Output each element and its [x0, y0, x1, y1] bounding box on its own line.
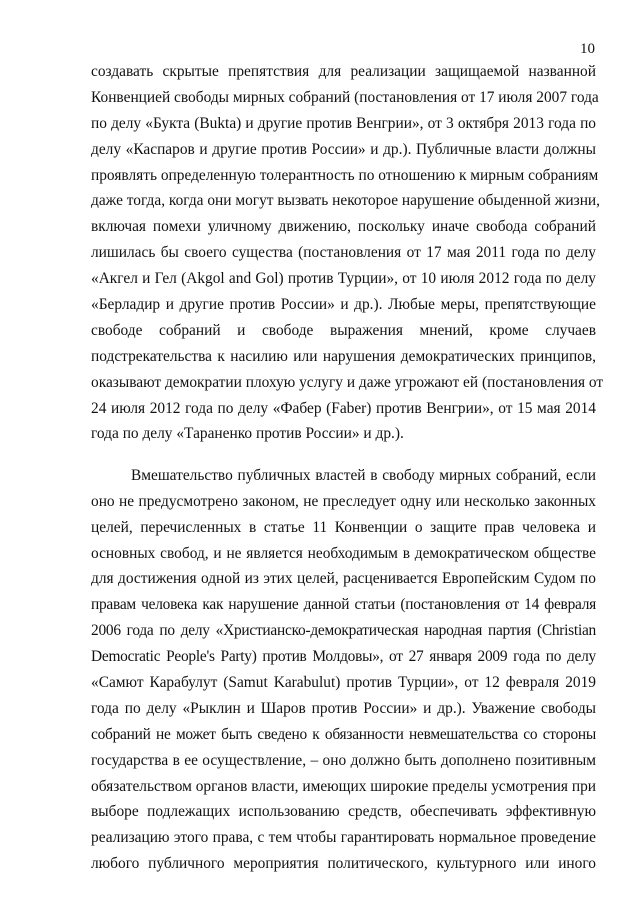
paragraph-2-line: правам человека как нарушение данной статьи (постановления от 14 февраля	[91, 596, 596, 614]
paragraph-2-line: оно не предусмотрено законом, не преследует одну или несколько законных	[91, 492, 596, 510]
paragraph-2-line: собраний не может быть сведено к обязанности невмешательства со стороны	[91, 725, 596, 743]
paragraph-1-line: подстрекательства к насилию или нарушения демократических принципов,	[91, 347, 596, 365]
paragraph-1-line: 24 июля 2012 года по делу «Фабер (Faber) против Венгрии», от 15 мая 2014	[91, 399, 596, 417]
paragraph-1-line: оказывают демократии плохую услугу и даже угрожают ей (постановления от	[91, 373, 604, 391]
paragraph-1-line: даже тогда, когда они могут вызвать некоторое нарушение обыденной жизни,	[91, 192, 601, 210]
body-text	[91, 59, 604, 877]
paragraph-2-line: целей, перечисленных в статье 11 Конвенции о защите прав человека и	[91, 518, 596, 536]
paragraph-1-line: свободе собраний и свободе выражения мнений, кроме случаев	[91, 321, 596, 339]
paragraph-1-line: лишилась бы своего существа (постановления от 17 мая 2011 года по делу	[91, 244, 596, 262]
paragraph-2-line: для достижения одной из этих целей, расценивается Европейским Судом по	[91, 570, 596, 588]
paragraph-1-line: по делу «Букта (Bukta) и другие против Венгрии», от 3 октября 2013 года по	[91, 114, 596, 132]
page-number: 10	[580, 41, 595, 57]
paragraph-2-line: 2006 года по делу «Христианско-демократическая народная партия (Christian	[91, 622, 596, 640]
paragraph-2-line: выборе подлежащих использованию средств, обеспечивать эффективную	[91, 803, 596, 821]
paragraph-2-line: Democratic People's Party) против Молдовы», от 27 января 2009 года по делу	[91, 648, 596, 666]
paragraph-1-line: Конвенцией свободы мирных собраний (постановления от 17 июля 2007 года	[91, 88, 599, 106]
paragraph-2-line: любого публичного мероприятия политического, культурного или иного	[91, 855, 596, 873]
paragraph-1-line: делу «Каспаров и другие против России» и др.). Публичные власти должны	[91, 140, 596, 158]
paragraph-1-line: включая помехи уличному движению, поскольку иначе свобода собраний	[91, 218, 596, 236]
paragraph-2-line: года по делу «Рыклин и Шаров против России» и др.). Уважение свободы	[91, 699, 596, 717]
paragraph-2-line: основных свобод, и не является необходимым в демократическом обществе	[91, 544, 596, 562]
paragraph-1-line: «Берладир и другие против России» и др.). Любые меры, препятствующие	[91, 296, 596, 314]
paragraph-2-line: реализацию этого права, с тем чтобы гарантировать нормальное проведение	[91, 829, 596, 847]
paragraph-1-line: «Акгел и Гел (Akgol and Gol) против Турции», от 10 июля 2012 года по делу	[91, 270, 596, 288]
paragraph-1-line: года по делу «Тараненко против России» и др.).	[91, 425, 404, 443]
paragraph-1-line: проявлять определенную толерантность по отношению к мирным собраниям	[91, 166, 599, 184]
paragraph-1-line: создавать скрытые препятствия для реализации защищаемой названной	[91, 63, 596, 80]
paragraph-2-line: «Самют Карабулут (Samut Karabulut) против Турции», от 12 февраля 2019	[91, 673, 596, 691]
paragraph-2-line: Вмешательство публичных властей в свободу мирных собраний, если	[131, 466, 596, 484]
paragraph-2-line: государства в ее осуществление, – оно должно быть дополнено позитивным	[91, 751, 596, 769]
paragraph-2-line: обязательством органов власти, имеющих широкие пределы усмотрения при	[91, 777, 597, 795]
